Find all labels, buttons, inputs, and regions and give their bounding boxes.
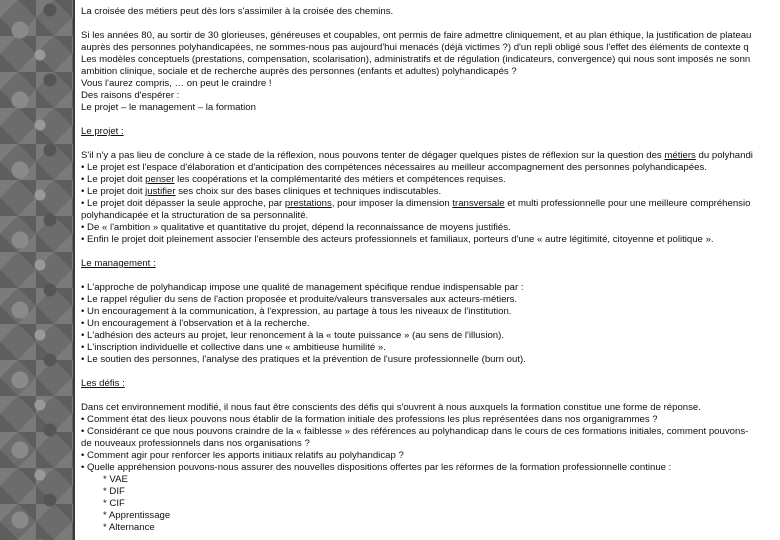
underlined-text: penser: [145, 174, 175, 185]
projet-bullet: [81, 174, 780, 186]
management-bullet: • L'adhésion des acteurs au projet, leur renoncement à la « toute puissance » (au sens de l'illusion).: [81, 330, 505, 341]
underlined-text: métiers: [664, 150, 696, 161]
underlined-text: transversale: [452, 198, 505, 209]
defis-bullet: • Comment état des lieux pouvons nous établir de la formation initiale des professions les plus représentées dans nos organigrammes ?: [81, 414, 658, 425]
defis-subitem: * CIF: [103, 498, 125, 509]
text: ses choix sur des bases cliniques et techniques indiscutables.: [175, 186, 442, 197]
defis-subitem: * Alternance: [103, 522, 155, 533]
section-heading-management: Le management :: [81, 258, 156, 269]
intro-line: La croisée des métiers peut dès lors s'assimiler à la croisée des chemins.: [81, 6, 394, 17]
text: , pour imposer la dimension: [331, 198, 453, 209]
management-bullet: • Un encouragement à l'observation et à la recherche.: [81, 318, 310, 329]
paragraph-line: ambition clinique, sociale et de recherche auprès des personnes (enfants et adultes) polyhandicapés ?: [81, 66, 517, 77]
text: S'il n'y a pas lieu de conclure à ce stade de la réflexion, nous pouvons tenter de dégager quelques pistes de réflexion sur la question des: [81, 150, 665, 161]
defis-bullet: • Quelle appréhension pouvons-nous assurer des nouvelles dispositions offertes par les réformes de la formation professionnelle continue :: [81, 462, 672, 473]
management-bullet: • Le soutien des personnes, l'analyse des pratiques et la prévention de l'usure professionnelle (burn out).: [81, 354, 526, 365]
text: les coopérations et la complémentarité des métiers et compétences requises.: [174, 174, 506, 185]
underlined-text: justifier: [145, 186, 176, 197]
defis-intro: Dans cet environnement modifié, il nous faut être conscients des défis qui s'ouvrent à nous auxquels la formation constitue une forme de réponse.: [81, 402, 701, 413]
defis-subitem: * VAE: [103, 474, 128, 485]
section-heading-defis: Les défis :: [81, 378, 125, 389]
document-content: [81, 6, 780, 534]
underlined-text: prestations: [284, 198, 332, 209]
management-bullet: • Un encouragement à la communication, à l'expression, au partage à tous les niveaux de l'institution.: [81, 306, 512, 317]
defis-bullet: • Comment agir pour renforcer les apports initiaux relatifs au polyhandicap ?: [81, 450, 404, 461]
paragraph-line: Si les années 80, au sortir de 30 glorieuses, généreuses et coupables, ont permis de faire admettre cliniquement, et au plan éthique, la justification de plateau: [81, 30, 752, 41]
management-bullet: • Le rappel régulier du sens de l'action proposée et produite/valeurs transversales aux acteurs-métiers.: [81, 294, 518, 305]
defis-bullet: de nouveaux professionnels dans nos organisations ?: [81, 438, 310, 449]
paragraph-line: Le projet – le management – la formation: [81, 102, 256, 113]
management-bullet: • L'approche de polyhandicap impose une qualité de management spécifique rendue indispensable par :: [81, 282, 524, 293]
text: du polyhandi: [695, 150, 753, 161]
text: • Le projet doit: [81, 174, 146, 185]
projet-bullet: [81, 198, 780, 210]
text: • Le projet doit dépasser la seule approche, par: [81, 198, 285, 209]
text: et multi professionnelle pour une meilleure compréhensio: [504, 198, 751, 209]
management-bullet: • L'inscription individuelle et collective dans une « ambitieuse humilité ».: [81, 342, 386, 353]
projet-bullet: [81, 186, 780, 198]
projet-bullet: • De « l'ambition » qualitative et quantitative du projet, dépend la reconnaissance de moyens justifiés.: [81, 222, 511, 233]
projet-bullet: • Le projet est l'espace d'élaboration et d'anticipation des compétences nécessaires au meilleur accompagnement des personnes polyhandicapées.: [81, 162, 707, 173]
paragraph-line: auprès des personnes polyhandicapées, ne sommes-nous pas aujourd'hui menacés (déjà victimes ?) d'un repli obligé sous l'effet des éléments de contexte q: [81, 42, 749, 53]
defis-bullet: • Considérant ce que nous pouvons craindre de la « faiblesse » des références au polyhandicap dans le cours de ces formations initiales, comment pouvons-: [81, 426, 749, 437]
document-page: [73, 0, 780, 540]
projet-bullet: • Enfin le projet doit pleinement associer l'ensemble des acteurs professionnels et familiaux, porteurs d'une « autre légitimité, citoyenne et politique ».: [81, 234, 714, 245]
defis-subitem: * DIF: [103, 486, 125, 497]
paragraph-line: Des raisons d'espérer :: [81, 90, 180, 101]
defis-subitem: * Apprentissage: [103, 510, 171, 521]
text: • Le projet doit: [81, 186, 146, 197]
projet-bullet-continuation: polyhandicapée et la structuration de sa personnalité.: [81, 210, 309, 221]
section-heading-projet: Le projet :: [81, 126, 124, 137]
paragraph-line: Vous l'aurez compris, … on peut le craindre !: [81, 78, 272, 89]
projet-intro: [81, 150, 780, 162]
paragraph-line: Les modèles conceptuels (prestations, compensation, scolarisation), administratifs et de régulation (indicateurs, convergence) qui nous sont imposés ne sonn: [81, 54, 751, 65]
